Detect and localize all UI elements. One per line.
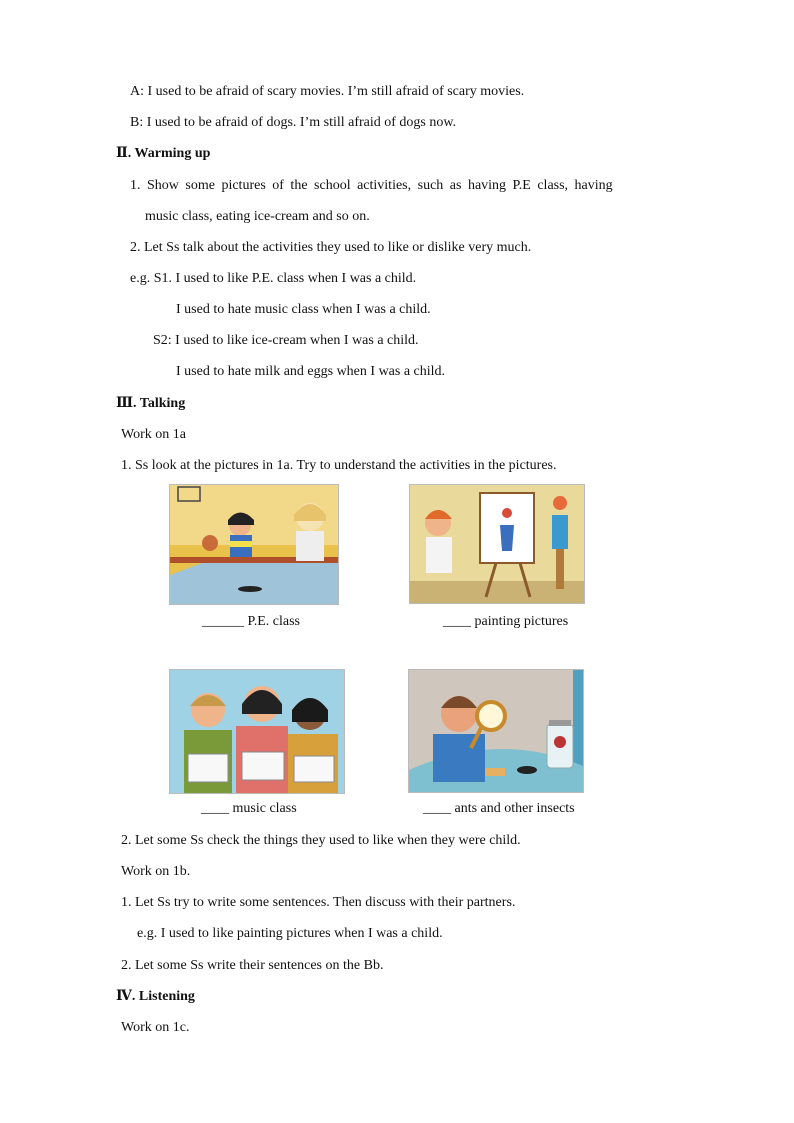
- work-on-1b: Work on 1b.: [121, 864, 191, 879]
- talking-b-item2: 2. Let some Ss write their sentences on the Bb.: [121, 958, 384, 973]
- example-s1-line2: I used to hate music class when I was a child.: [176, 302, 431, 317]
- caption-painting: ____ painting pictures: [443, 614, 569, 629]
- insects-image: [408, 669, 584, 793]
- pe-class-image: [169, 484, 339, 605]
- talking-item1: 1. Ss look at the pictures in 1a. Try to understand the activities in the pictures.: [121, 458, 557, 473]
- talking-heading: Ⅲ. Talking: [116, 396, 186, 411]
- music-class-image: [169, 669, 345, 794]
- caption-music-class: ____ music class: [201, 801, 297, 816]
- talking-b-item1: 1. Let Ss try to write some sentences. Then discuss with their partners.: [121, 895, 516, 910]
- warming-item2: 2. Let Ss talk about the activities they used to like or dislike very much.: [130, 240, 532, 255]
- talking-b-example: e.g. I used to like painting pictures when I was a child.: [137, 926, 443, 941]
- work-on-1a: Work on 1a: [121, 427, 186, 442]
- painting-image: [409, 484, 585, 604]
- talking-item2: 2. Let some Ss check the things they used to like when they were child.: [121, 833, 521, 848]
- warming-item1-line2: music class, eating ice-cream and so on.: [145, 209, 370, 224]
- listening-heading: Ⅳ. Listening: [116, 989, 195, 1004]
- intro-line-a: A: I used to be afraid of scary movies. I’m still afraid of scary movies.: [130, 84, 525, 99]
- work-on-1c: Work on 1c.: [121, 1020, 190, 1035]
- example-s2-line1: S2: I used to like ice-cream when I was a child.: [153, 333, 419, 348]
- warming-item1-line1: 1. Show some pictures of the school activities, such as having P.E class, having: [130, 178, 613, 193]
- intro-line-b: B: I used to be afraid of dogs. I’m still afraid of dogs now.: [130, 115, 457, 130]
- caption-pe-class: ______ P.E. class: [202, 614, 300, 629]
- example-s2-line2: I used to hate milk and eggs when I was a child.: [176, 364, 446, 379]
- example-s1-line1: e.g. S1. I used to like P.E. class when I was a child.: [130, 271, 417, 286]
- warming-heading: Ⅱ. Warming up: [116, 146, 211, 161]
- caption-ants: ____ ants and other insects: [423, 801, 575, 816]
